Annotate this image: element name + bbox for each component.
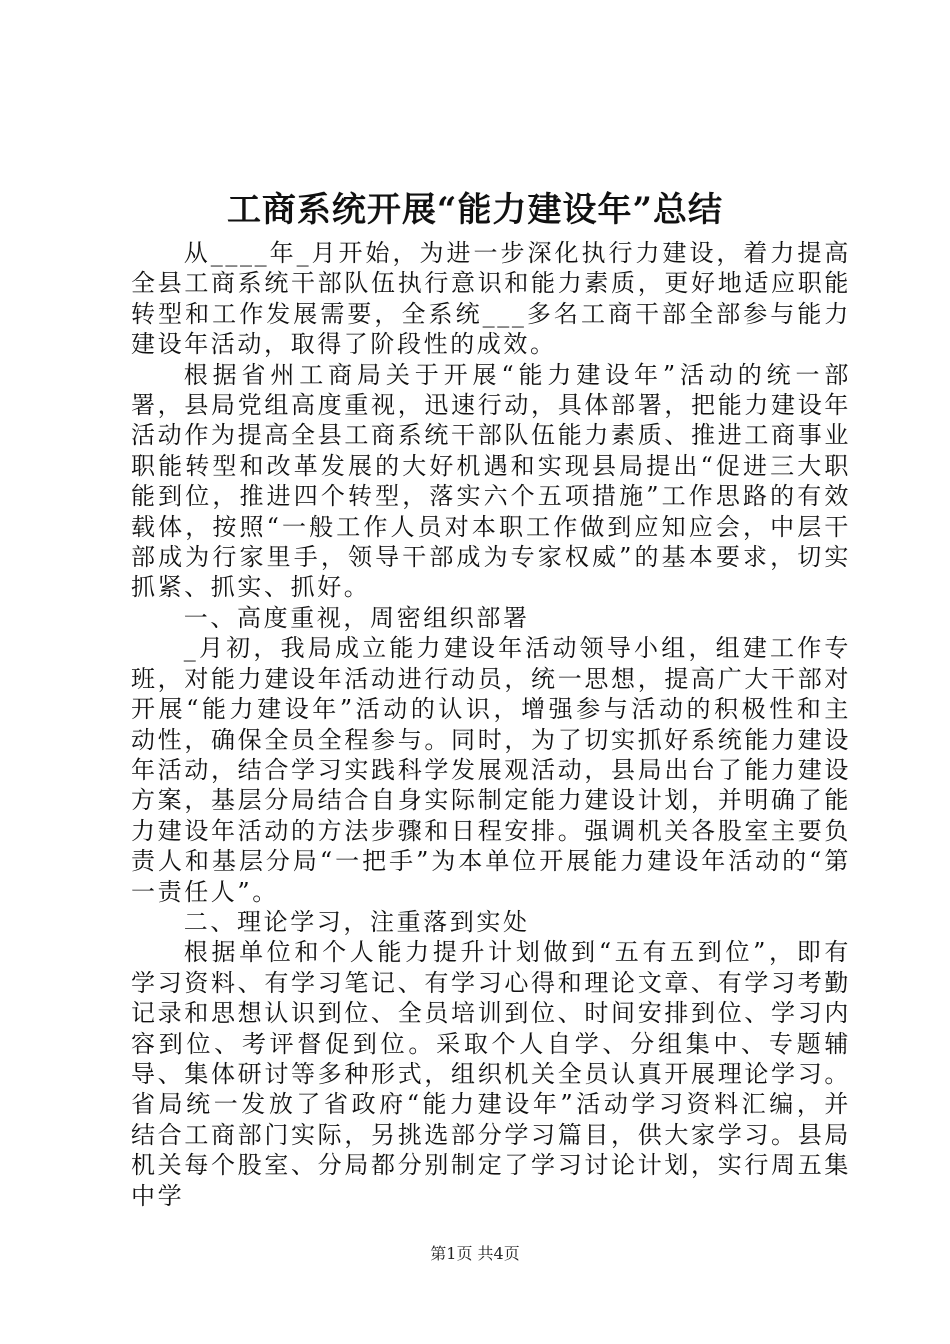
section-heading-1: 一、高度重视，周密组织部署 xyxy=(183,603,530,632)
document-body xyxy=(131,238,851,1211)
paragraph-section-2: 根据单位和个人能力提升计划做到“五有五到位”，即有学习资料、有学习笔记、有学习心得和理论文章、有学习考勤记录和思想认识到位、全员培训到位、时间安排到位、学习内容到位、考评督促到位。采取个人自学、分组集中、专题辅导、集体研讨等多种形式，组织机关全员认真开展理论学习。省局统一发放了省政府“能力建设年”活动学习资料汇编，并结合工商部门实际，另挑选部分学习篇目，供大家学习。县局机关每个股室、分局都分别制定了学习讨论计划，实行周五集中学 xyxy=(131,938,851,1210)
page-number-footer: 第1页 共4页 xyxy=(430,1244,520,1263)
paragraph-section-1: _月初，我局成立能力建设年活动领导小组，组建工作专班，对能力建设年活动进行动员，统一思想，提高广大干部对开展“能力建设年”活动的认识，增强参与活动的积极性和主动性，确保全员全程参与。同时，为了切实抓好系统能力建设年活动，结合学习实践科学发展观活动，县局出台了能力建设方案，基层分局结合自身实际制定能力建设计划，并明确了能力建设年活动的方法步骤和日程安排。强调机关各股室主要负责人和基层分局“一把手”为本单位开展能力建设年活动的“第一责任人”。 xyxy=(131,634,851,906)
paragraph-deployment: 根据省州工商局关于开展“能力建设年”活动的统一部署，县局党组高度重视，迅速行动，具体部署，把能力建设年活动作为提高全县工商系统干部队伍能力素质、推进工商事业职能转型和改革发展的大好机遇和实现县局提出“促进三大职能到位，推进四个转型，落实六个五项措施”工作思路的有效载体，按照“一般工作人员对本职工作做到应知应会，中层干部成为行家里手，领导干部成为专家权威”的基本要求，切实抓紧、抓实、抓好。 xyxy=(131,360,851,602)
paragraph-intro: 从____年_月开始，为进一步深化执行力建设，着力提高全县工商系统干部队伍执行意识和能力素质，更好地适应职能转型和工作发展需要，全系统___多名工商干部全部参与能力建设年活动，取得了阶段性的成效。 xyxy=(131,239,851,359)
document-title: 工商系统开展“能力建设年”总结 xyxy=(226,190,724,230)
section-heading-2: 二、理论学习，注重落到实处 xyxy=(183,907,530,936)
